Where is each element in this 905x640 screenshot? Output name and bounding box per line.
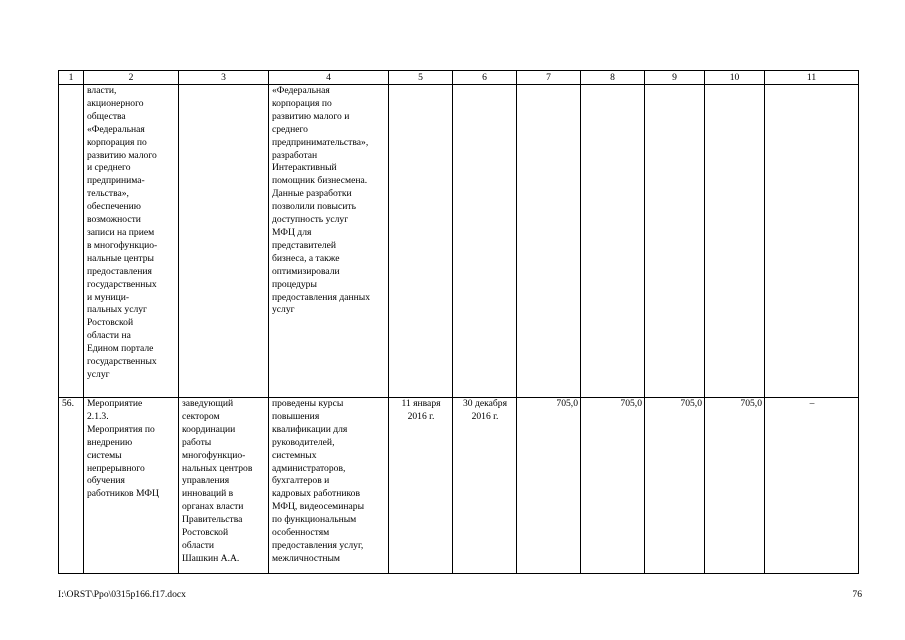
table-cell (581, 85, 645, 398)
header-cell: 7 (517, 71, 581, 85)
table-cell: 30 декабря 2016 г. (453, 398, 517, 574)
row-number: 56. (59, 398, 84, 574)
table-cell (765, 85, 859, 398)
table-cell (59, 85, 84, 398)
header-row (59, 71, 859, 85)
page-number: 76 (852, 589, 862, 600)
table-cell (645, 85, 705, 398)
table-cell: – (765, 398, 859, 574)
table-cell: заведующий сектором координации работы многофункцио- нальных центров управления инноваций в органах власти Правительства Ростовской области Шашкин А.А. (179, 398, 269, 574)
table-cell: Мероприятие 2.1.3. Мероприятия по внедрению системы непрерывного обучения работников МФЦ (84, 398, 179, 574)
table-cell: 11 января 2016 г. (389, 398, 453, 574)
header-cell: 10 (705, 71, 765, 85)
table-row (59, 85, 859, 398)
table-row (59, 398, 859, 574)
table-cell: проведены курсы повышения квалификации для руководителей, системных администраторов, бухгалтеров и кадровых работников МФЦ, видеосеминары по функциональным особенностям предоставления услуг, межличностным (269, 398, 389, 574)
header-cell: 9 (645, 71, 705, 85)
header-cell: 5 (389, 71, 453, 85)
header-cell: 3 (179, 71, 269, 85)
table-cell: 705,0 (645, 398, 705, 574)
table-cell: «Федеральная корпорация по развитию малого и среднего предпринимательства», разработан Интерактивный помощник бизнесмена. Данные разработки позволили повысить доступность услуг МФЦ для представителей бизнеса, а также оптимизировали процедуры предоставления данных услуг (269, 85, 389, 398)
header-cell: 2 (84, 71, 179, 85)
table-cell (517, 85, 581, 398)
header-cell: 11 (765, 71, 859, 85)
table-cell: 705,0 (517, 398, 581, 574)
document-table (58, 70, 859, 574)
header-cell: 8 (581, 71, 645, 85)
header-cell: 1 (59, 71, 84, 85)
table-cell (705, 85, 765, 398)
table-cell: 705,0 (705, 398, 765, 574)
table-cell (179, 85, 269, 398)
footer-file-path: I:\ORST\Ppo\0315p166.f17.docx (58, 589, 186, 600)
header-cell: 6 (453, 71, 517, 85)
table-cell: 705,0 (581, 398, 645, 574)
table-cell (389, 85, 453, 398)
table-cell (453, 85, 517, 398)
header-cell: 4 (269, 71, 389, 85)
table-cell: власти, акционерного общества «Федеральная корпорация по развитию малого и среднего предпринима- тельства», обеспечению возможности записи на прием в многофункцио- нальные центры предоставления государственных и муници- пальных услуг Ростовской области на Едином портале государственных услуг (84, 85, 179, 398)
